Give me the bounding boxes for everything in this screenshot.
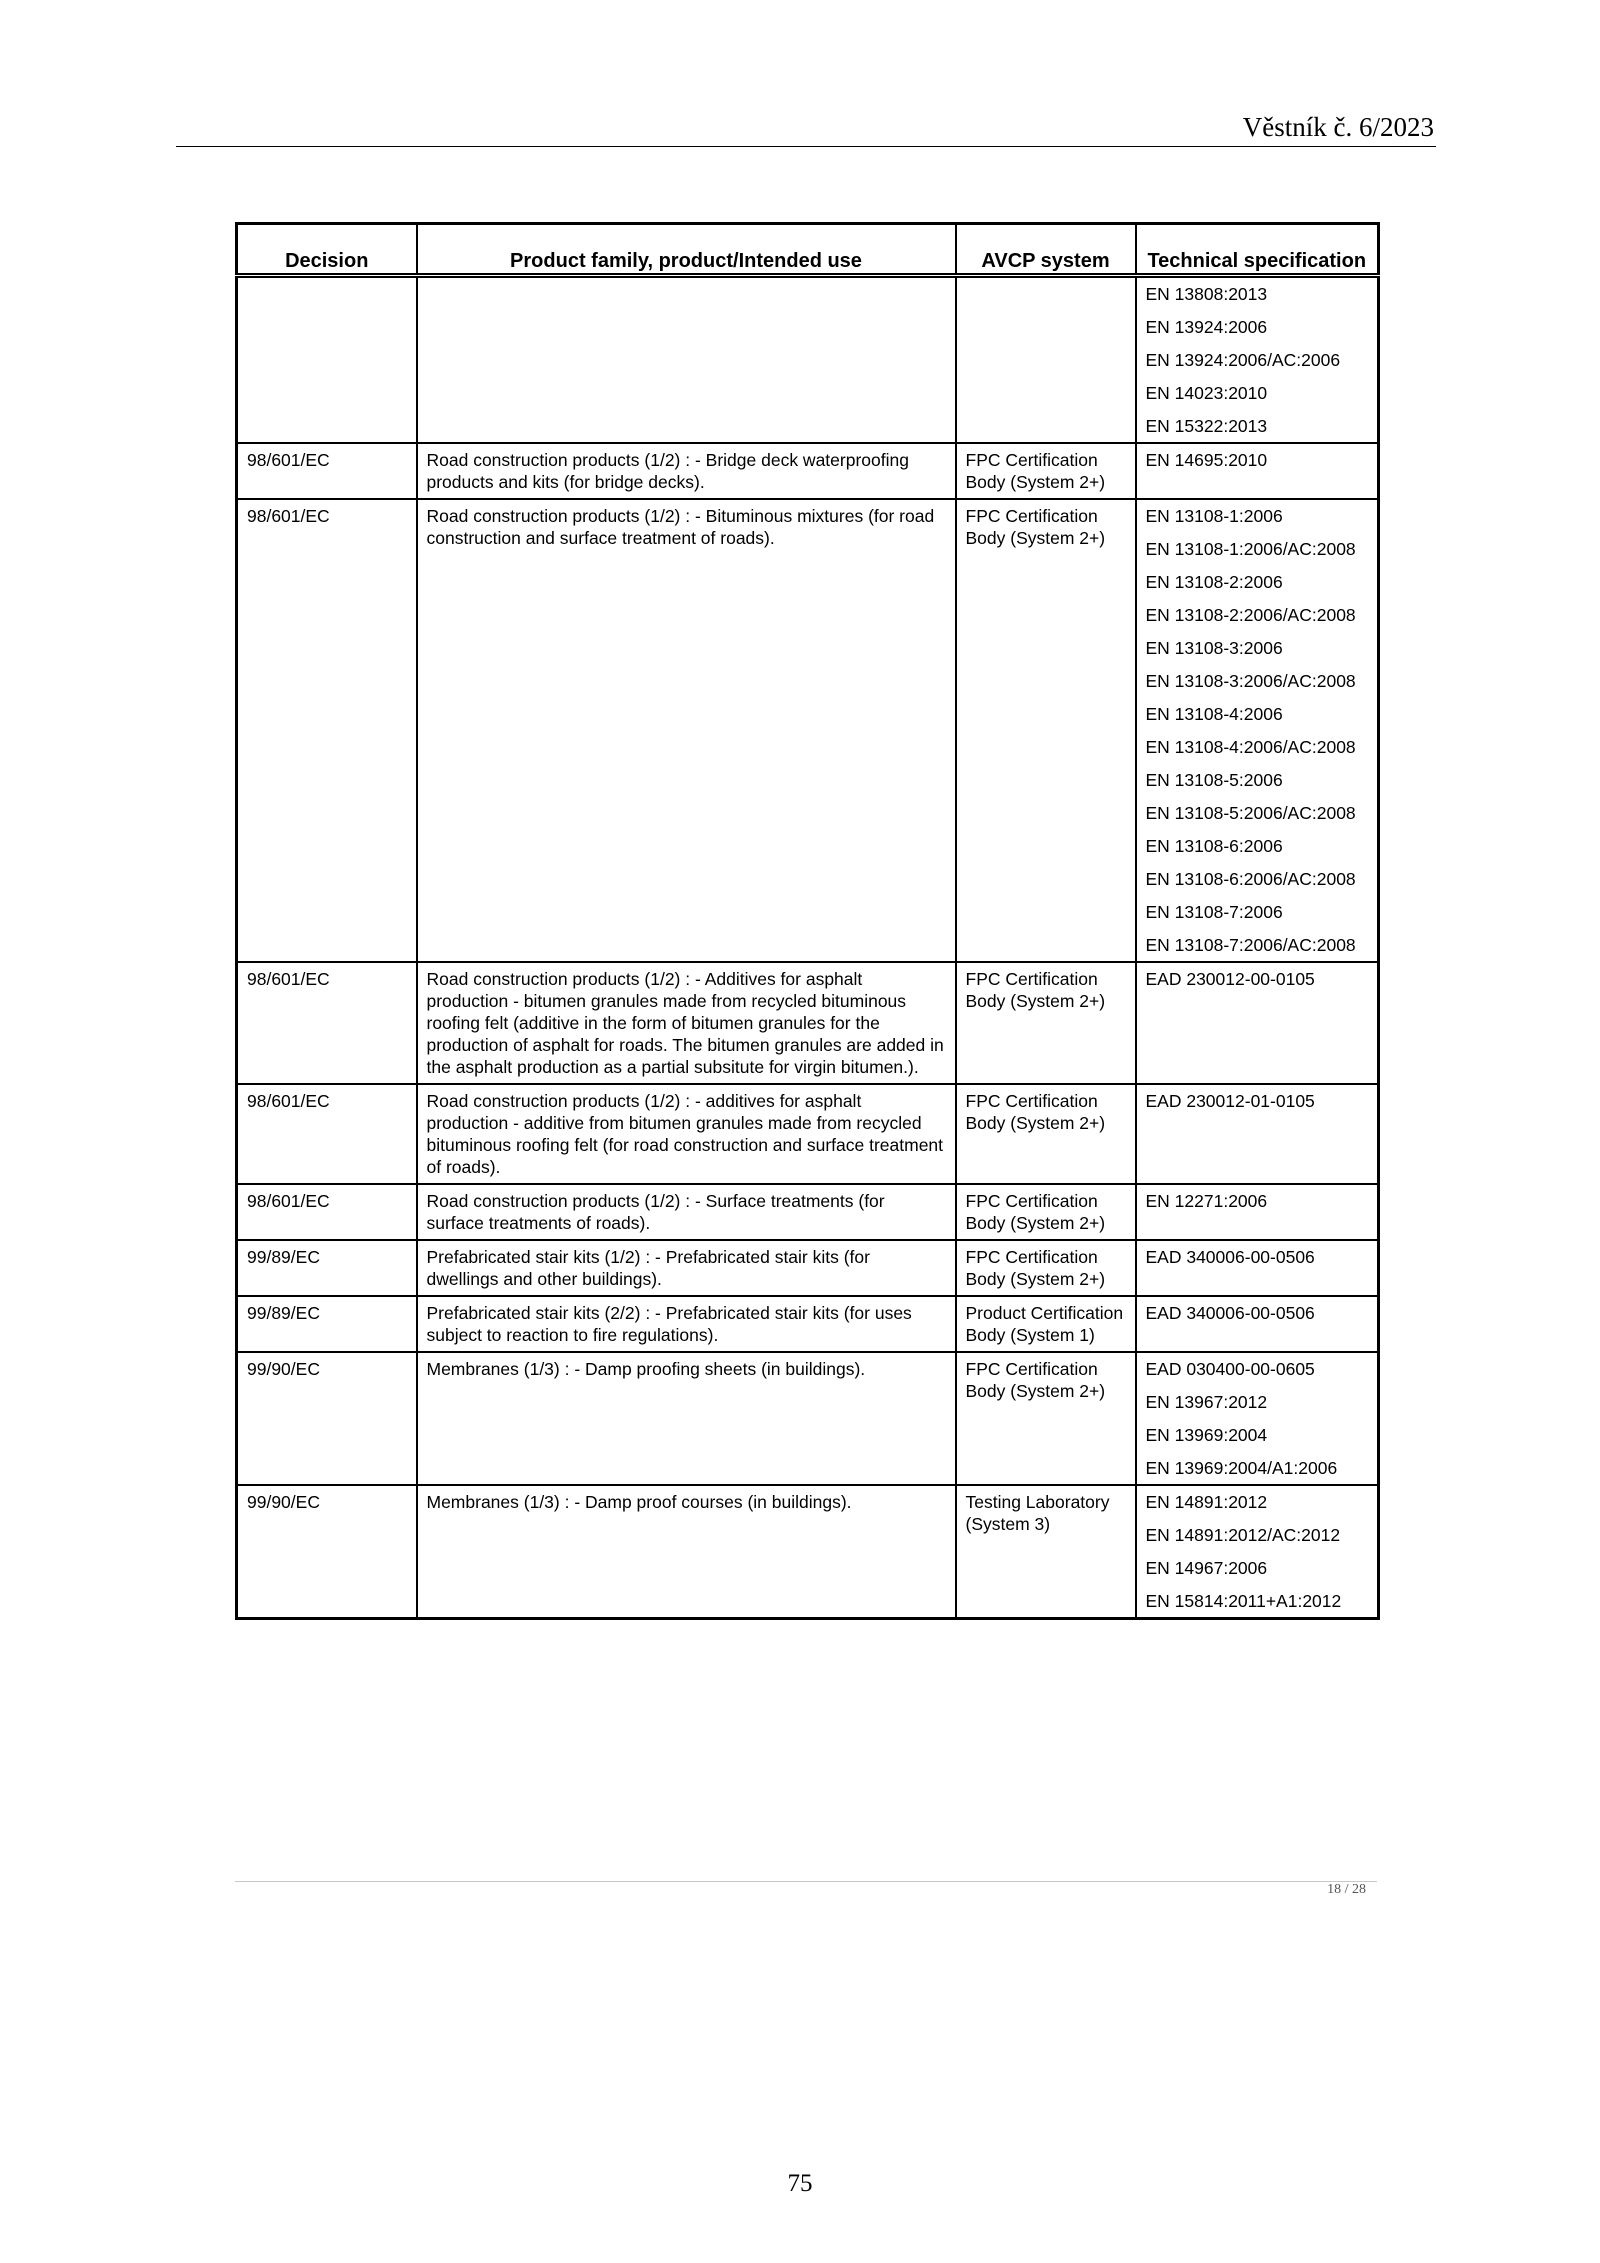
specification-item: EN 13108-5:2006/AC:2008 xyxy=(1145,803,1356,823)
table-header-row xyxy=(237,224,1379,276)
decision-cell: 98/601/EC xyxy=(237,962,417,1084)
specification-cell xyxy=(1136,1084,1379,1184)
avcp-cell xyxy=(956,276,1136,444)
avcp-cell: FPC Certification Body (System 2+) xyxy=(956,1084,1136,1184)
header-divider xyxy=(176,146,1436,147)
specification-item: EAD 230012-01-0105 xyxy=(1145,1091,1315,1111)
specification-item: EN 13108-5:2006 xyxy=(1145,770,1283,790)
product-cell: Road construction products (1/2) : - additives for asphalt production - additive from bitumen granules made from recycled bituminous roofing felt (for road construction and surface treatment of roads). xyxy=(417,1084,956,1184)
page-number: 75 xyxy=(787,2170,813,2197)
specification-item: EN 14967:2006 xyxy=(1145,1558,1268,1578)
product-cell: Membranes (1/3) : - Damp proofing sheets (in buildings). xyxy=(417,1352,956,1485)
table-row xyxy=(237,499,1379,962)
specification-item: EN 13108-6:2006 xyxy=(1145,836,1283,856)
specification-item: EN 13924:2006/AC:2006 xyxy=(1145,350,1341,370)
table-row xyxy=(237,1240,1379,1296)
avcp-cell: FPC Certification Body (System 2+) xyxy=(956,1352,1136,1485)
product-cell: Road construction products (1/2) : - Bridge deck waterproofing products and kits (for bridge decks). xyxy=(417,443,956,499)
specification-item: EN 13108-2:2006/AC:2008 xyxy=(1145,605,1356,625)
specification-item: EN 13108-1:2006 xyxy=(1145,506,1283,526)
specification-item: EN 13108-7:2006 xyxy=(1145,902,1283,922)
product-cell: Road construction products (1/2) : - Surface treatments (for surface treatments of roads). xyxy=(417,1184,956,1240)
product-cell: Membranes (1/3) : - Damp proof courses (in buildings). xyxy=(417,1485,956,1619)
specification-item: EN 13108-6:2006/AC:2008 xyxy=(1145,869,1356,889)
table-row xyxy=(237,1485,1379,1619)
specification-item: EN 14695:2010 xyxy=(1145,450,1268,470)
specification-table xyxy=(235,222,1380,1620)
decision-cell: 98/601/EC xyxy=(237,1084,417,1184)
decision-cell: 99/89/EC xyxy=(237,1296,417,1352)
specification-item: EN 13969:2004 xyxy=(1145,1425,1268,1445)
avcp-cell: Product Certification Body (System 1) xyxy=(956,1296,1136,1352)
specification-item: EN 12271:2006 xyxy=(1145,1191,1268,1211)
table-row xyxy=(237,1296,1379,1352)
specification-cell xyxy=(1136,443,1379,499)
avcp-cell: FPC Certification Body (System 2+) xyxy=(956,499,1136,962)
table-row xyxy=(237,1184,1379,1240)
page-indicator: 18 / 28 xyxy=(1327,1882,1366,1897)
avcp-cell: FPC Certification Body (System 2+) xyxy=(956,962,1136,1084)
header-decision: Decision xyxy=(237,224,417,276)
specification-item: EN 13108-7:2006/AC:2008 xyxy=(1145,935,1356,955)
specification-cell xyxy=(1136,276,1379,444)
decision-cell: 99/89/EC xyxy=(237,1240,417,1296)
footer-divider xyxy=(235,1881,1377,1882)
specification-item: EN 13108-2:2006 xyxy=(1145,572,1283,592)
table-body xyxy=(237,276,1379,1619)
avcp-cell: Testing Laboratory (System 3) xyxy=(956,1485,1136,1619)
specification-item: EAD 230012-00-0105 xyxy=(1145,969,1315,989)
specification-item: EN 15814:2011+A1:2012 xyxy=(1145,1591,1342,1611)
header-technical-specification: Technical specification xyxy=(1136,224,1379,276)
decision-cell: 98/601/EC xyxy=(237,499,417,962)
specification-item: EN 13969:2004/A1:2006 xyxy=(1145,1458,1338,1478)
specification-item: EN 13108-1:2006/AC:2008 xyxy=(1145,539,1356,559)
specification-cell xyxy=(1136,1352,1379,1485)
avcp-cell: FPC Certification Body (System 2+) xyxy=(956,443,1136,499)
product-cell: Prefabricated stair kits (1/2) : - Prefabricated stair kits (for dwellings and other buildings). xyxy=(417,1240,956,1296)
specification-item: EN 13108-3:2006/AC:2008 xyxy=(1145,671,1356,691)
specification-cell xyxy=(1136,1240,1379,1296)
decision-cell: 98/601/EC xyxy=(237,443,417,499)
specification-cell xyxy=(1136,1485,1379,1619)
table-row xyxy=(237,443,1379,499)
specification-item: EN 13808:2013 xyxy=(1145,284,1268,304)
avcp-cell: FPC Certification Body (System 2+) xyxy=(956,1240,1136,1296)
decision-cell: 98/601/EC xyxy=(237,1184,417,1240)
journal-title: Věstník č. 6/2023 xyxy=(1242,112,1434,142)
product-cell xyxy=(417,276,956,444)
product-cell: Road construction products (1/2) : - Bituminous mixtures (for road construction and surface treatment of roads). xyxy=(417,499,956,962)
specification-cell xyxy=(1136,962,1379,1084)
specification-item: EN 13108-3:2006 xyxy=(1145,638,1283,658)
product-cell: Prefabricated stair kits (2/2) : - Prefabricated stair kits (for uses subject to reaction to fire regulations). xyxy=(417,1296,956,1352)
avcp-cell: FPC Certification Body (System 2+) xyxy=(956,1184,1136,1240)
specification-item: EN 14891:2012 xyxy=(1145,1492,1268,1512)
specification-cell xyxy=(1136,499,1379,962)
specification-item: EAD 340006-00-0506 xyxy=(1145,1247,1315,1267)
header-avcp: AVCP system xyxy=(956,224,1136,276)
decision-cell: 99/90/EC xyxy=(237,1352,417,1485)
decision-cell: 99/90/EC xyxy=(237,1485,417,1619)
decision-cell xyxy=(237,276,417,444)
table-row xyxy=(237,276,1379,444)
table-row xyxy=(237,1084,1379,1184)
specification-cell xyxy=(1136,1296,1379,1352)
specification-item: EN 13967:2012 xyxy=(1145,1392,1268,1412)
specification-item: EN 13924:2006 xyxy=(1145,317,1268,337)
product-cell: Road construction products (1/2) : - Additives for asphalt production - bitumen granules made from recycled bituminous roofing felt (additive in the form of bitumen granules for the production of asphalt for roads. The bitumen granules are added in the asphalt production as a partial subsitute for virgin bitumen.). xyxy=(417,962,956,1084)
specification-item: EN 14891:2012/AC:2012 xyxy=(1145,1525,1341,1545)
specification-item: EN 14023:2010 xyxy=(1145,383,1268,403)
specification-item: EN 13108-4:2006/AC:2008 xyxy=(1145,737,1356,757)
specification-item: EN 15322:2013 xyxy=(1145,416,1268,436)
specification-cell xyxy=(1136,1184,1379,1240)
specification-item: EAD 030400-00-0605 xyxy=(1145,1359,1315,1379)
specification-item: EAD 340006-00-0506 xyxy=(1145,1303,1315,1323)
table-row xyxy=(237,962,1379,1084)
specification-item: EN 13108-4:2006 xyxy=(1145,704,1283,724)
table-row xyxy=(237,1352,1379,1485)
header-product: Product family, product/Intended use xyxy=(417,224,956,276)
